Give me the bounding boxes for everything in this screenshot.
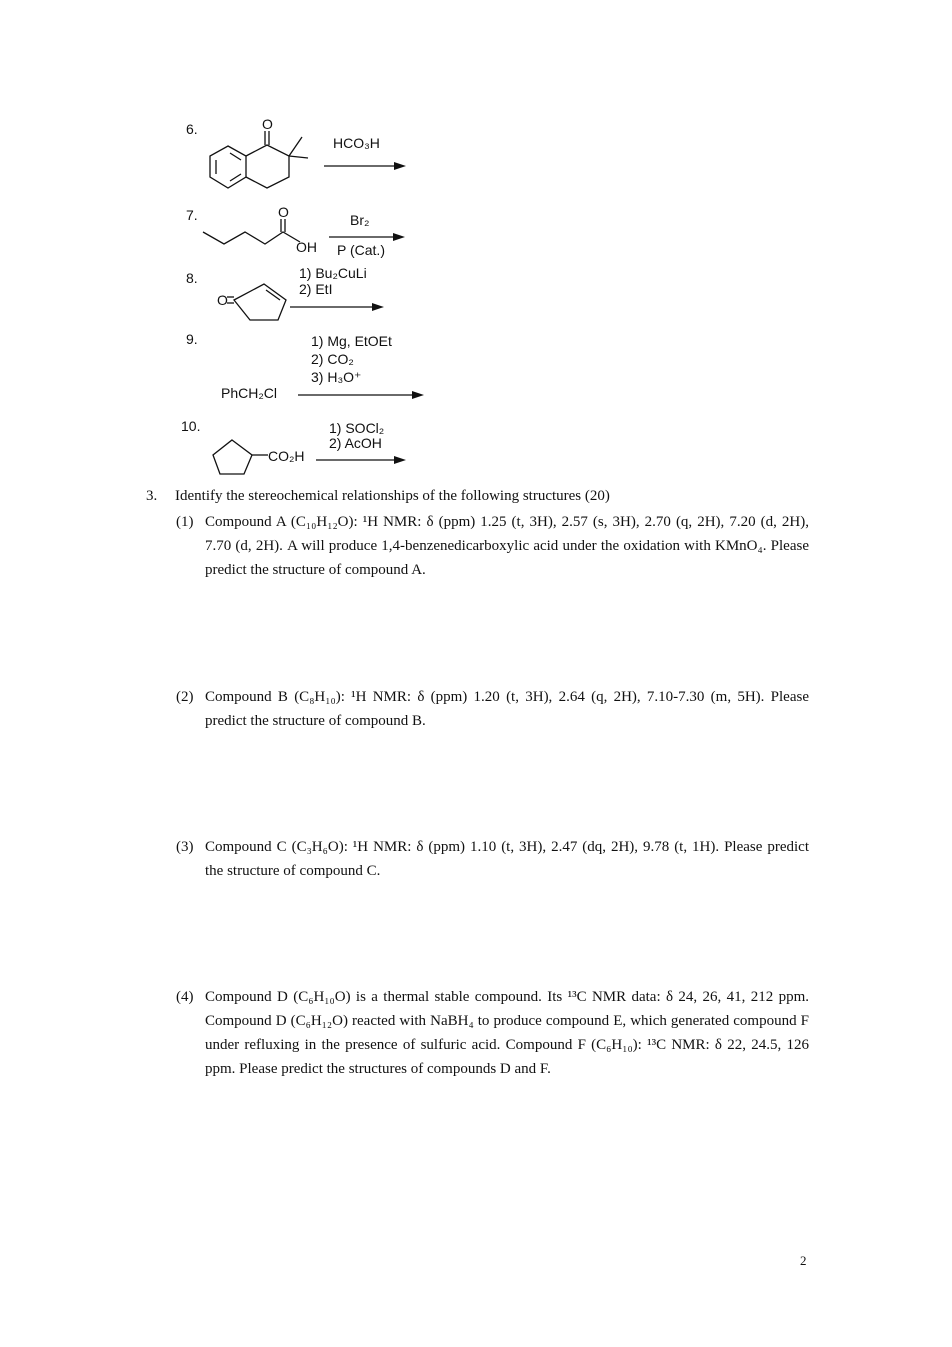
reagent-line-1: 1) SOCl₂ [329,420,385,436]
reagent-label: HCO₃H [333,135,380,151]
question-label: (1) [176,514,194,530]
reaction-number: 7. [186,207,198,223]
reaction-number: 10. [181,418,201,434]
section-heading: Identify the stereochemical relationships of the following structures (20) [175,488,610,504]
reaction-number: 9. [186,331,198,347]
reagent-line-2: 2) CO₂ [311,351,354,367]
reaction-number: 8. [186,270,198,286]
reagent-line-2: 2) EtI [299,281,333,297]
carbonyl-oxygen-label: O [217,292,228,308]
carbonyl-oxygen-label: O [262,116,273,132]
reagent-line-1: 1) Bu₂CuLi [299,265,367,281]
page-number: 2 [800,1253,807,1268]
reagent-line-1: 1) Mg, EtOEt [311,333,392,349]
question-label: (2) [176,689,194,705]
question-1-text: Compound A (C₁₀H₁₂O): ¹H NMR: δ (ppm) 1.25 (t, 3H), 2.57 (s, 3H), 2.70 (q, 2H), 7.20 (d, 2H), 7.70 (d, 2H). A will produce 1,4-benzenedicarboxylic acid under the oxidation with KMnO₄. Please predict the structure of compound A. [205,514,809,578]
reagent-line-3: 3) H₃O⁺ [311,369,362,385]
question-2-text: Compound B (C₈H₁₀): ¹H NMR: δ (ppm) 1.20 (t, 3H), 2.64 (q, 2H), 7.10-7.30 (m, 5H). Please predict the structure of compound B. [205,689,809,729]
section-number: 3. [146,488,158,504]
carbonyl-oxygen-label: O [278,204,289,220]
question-label: (3) [176,839,194,855]
carboxyl-group-label: CO₂H [268,448,305,464]
hydroxyl-label: OH [296,239,317,255]
reagent-line-2: 2) AcOH [329,435,382,451]
question-label: (4) [176,989,194,1005]
question-3-text: Compound C (C₃H₆O): ¹H NMR: δ (ppm) 1.10 (t, 3H), 2.47 (dq, 2H), 9.78 (t, 1H). Please predict the structure of compound C. [205,839,809,879]
reagent-top-label: Br₂ [350,212,370,228]
substrate-label: PhCH₂Cl [221,385,277,401]
reaction-arrow [316,454,410,466]
reagent-bottom-label: P (Cat.) [337,242,385,258]
question-4-text: Compound D (C₆H₁₀O) is a thermal stable compound. Its ¹³C NMR data: δ 24, 26, 41, 212 ppm. Compound D (C₆H₁₂O) reacted with NaBH₄ to produce compound E, which generated compound F under refluxing in the presence of sulfuric acid. Compound F (C₆H₁₀): ¹³C NMR: δ 22, 24.5, 126 ppm. Please predict the structures of compounds D and F. [205,989,809,1077]
reaction-number: 6. [186,121,198,137]
